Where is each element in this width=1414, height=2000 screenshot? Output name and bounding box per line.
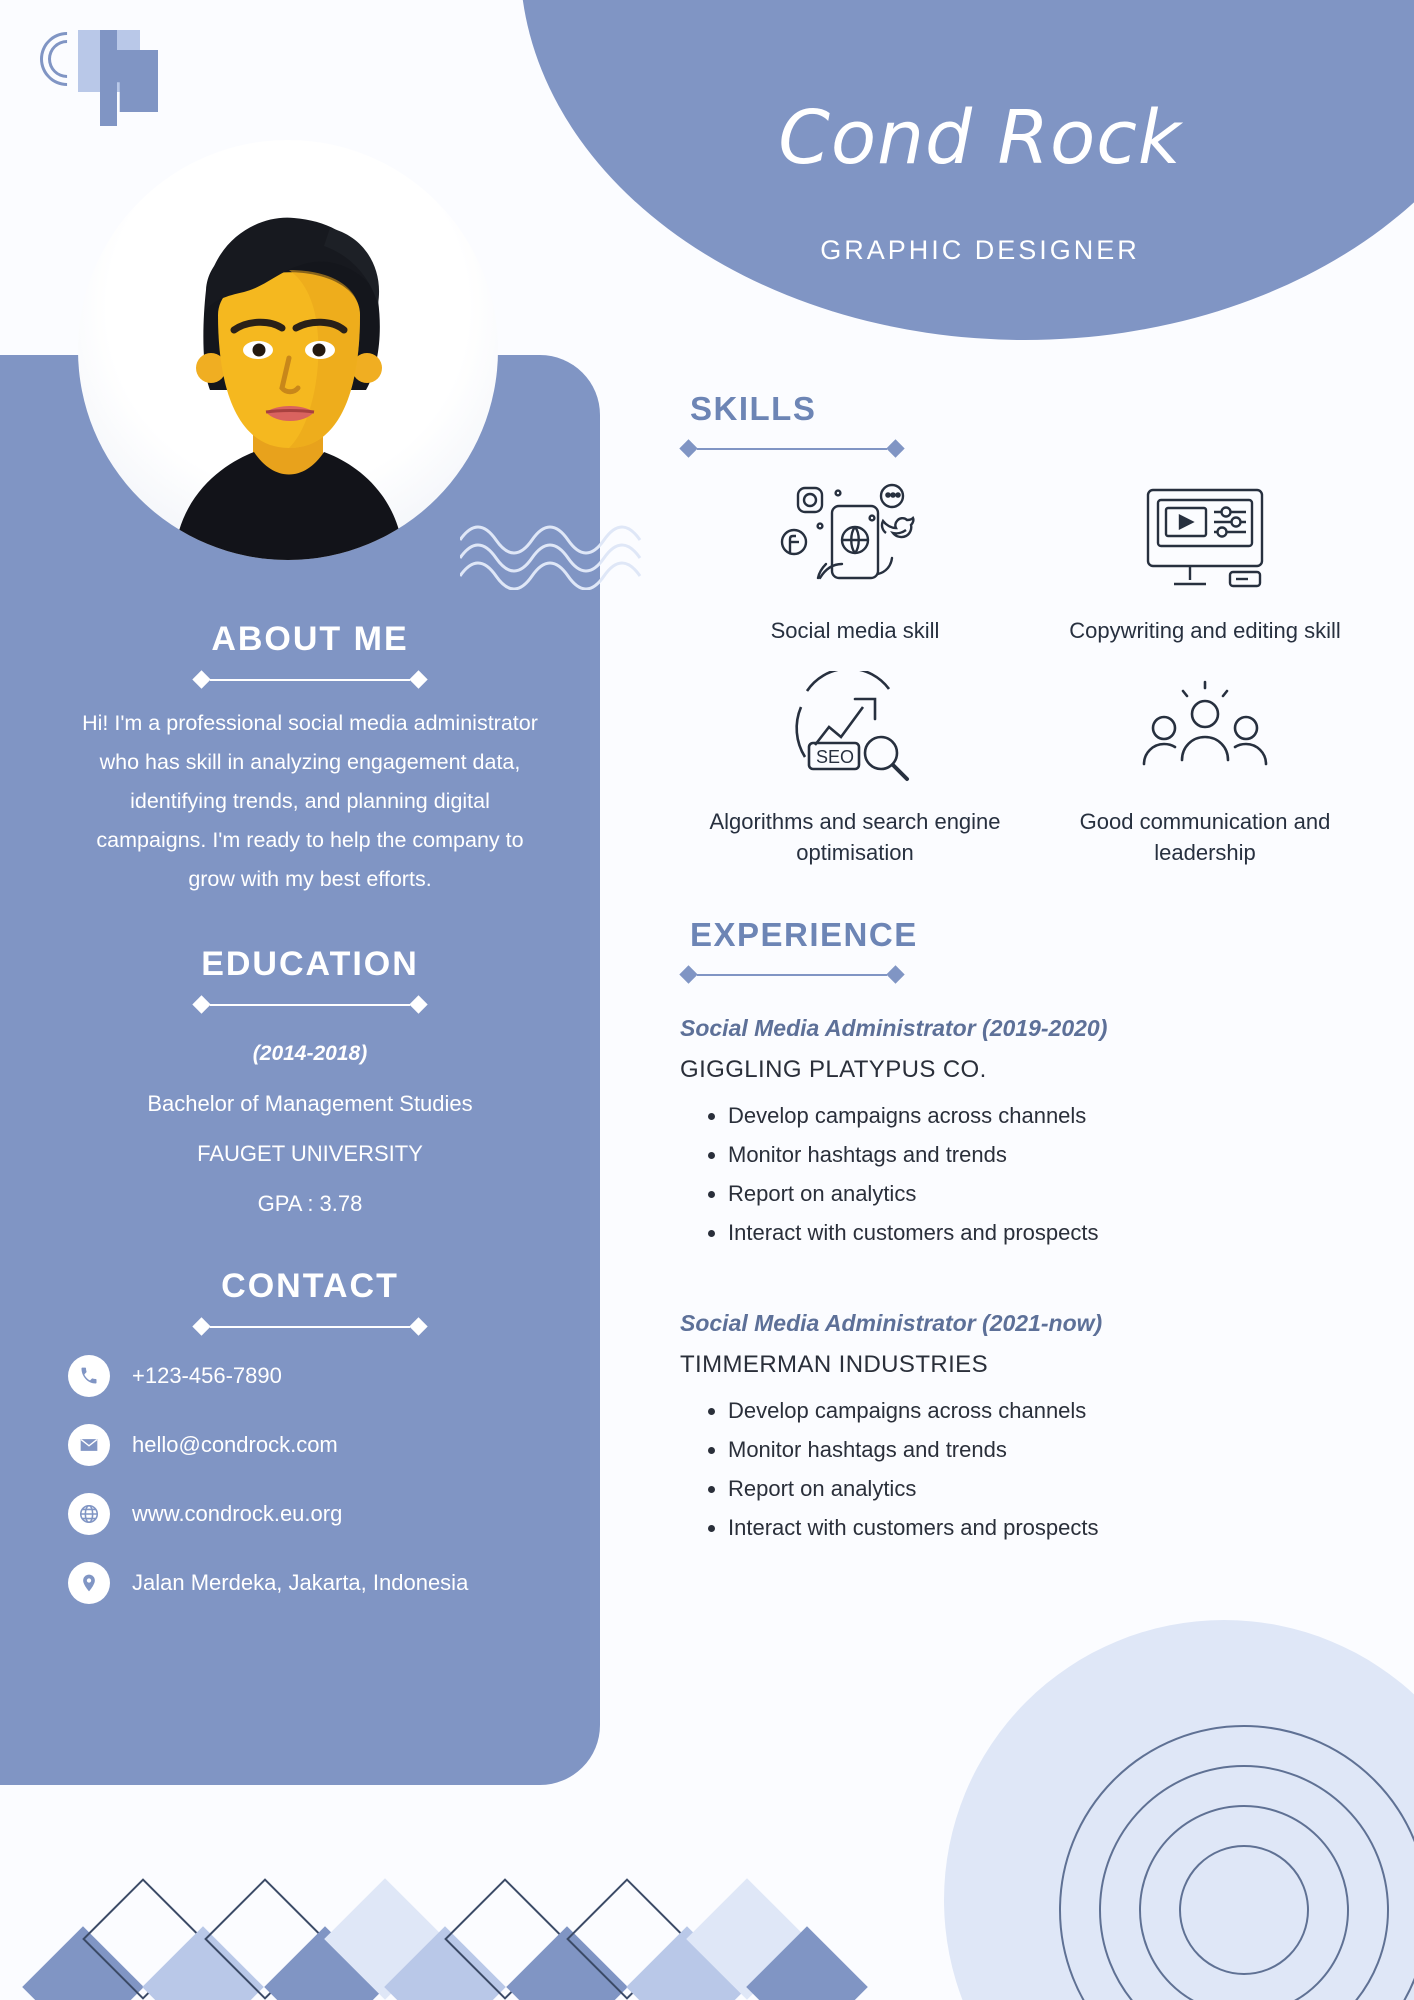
experience-item [680,1310,1380,1547]
education-divider [60,998,560,1011]
about-title: ABOUT ME [211,620,409,658]
skill-label: Good communication and leadership [1079,809,1331,865]
contact-item-website[interactable] [68,1493,560,1535]
skill-item [680,666,1030,868]
skill-item [680,475,1030,646]
experience-company: GIGGLING PLATYPUS CO. [680,1056,987,1083]
education-section [60,945,560,1229]
list-item: • Interact with customers and prospects [728,1508,1380,1547]
location-pin-icon [68,1562,110,1604]
experience-bullets [728,1096,1380,1252]
concentric-circles-decoration [1034,1700,1414,2000]
list-item: • Interact with customers and prospects [728,1213,1380,1252]
experience-company: TIMMERMAN INDUSTRIES [680,1351,988,1378]
list-item: • Develop campaigns across channels [728,1096,1380,1135]
skill-label: Social media skill [770,618,940,643]
contact-value: +123-456-7890 [132,1363,282,1388]
skills-divider [680,442,1380,455]
phone-icon [68,1355,110,1397]
contact-section [60,1267,560,1604]
email-icon [68,1424,110,1466]
experience-divider [680,968,1380,981]
sidebar-content [60,620,560,1631]
skills-section [680,390,1380,868]
job-role-subtitle: GRAPHIC DESIGNER [820,235,1140,265]
squiggle-decoration [460,510,670,590]
list-item: • Report on analytics [728,1469,1380,1508]
experience-bullets [728,1391,1380,1547]
experience-section [680,916,1380,1547]
seo-chart-icon [785,666,925,796]
experience-item [680,1015,1380,1252]
education-school: FAUGET UNIVERSITY [197,1141,423,1166]
contact-value: hello@condrock.com [132,1432,338,1457]
list-item: • Monitor hashtags and trends [728,1430,1380,1469]
contact-value: Jalan Merdeka, Jakarta, Indonesia [132,1570,469,1595]
experience-role: Social Media Administrator (2019-2020) [680,1015,1108,1041]
about-section [60,620,560,899]
experience-role: Social Media Administrator (2021-now) [680,1310,1103,1336]
education-gpa: GPA : 3.78 [257,1191,363,1216]
main-content [680,390,1380,1547]
globe-icon [68,1493,110,1535]
svg-text:SEO: SEO [816,747,855,767]
contact-item-email[interactable] [68,1424,560,1466]
skill-item [1030,475,1380,646]
education-title: EDUCATION [201,945,419,983]
skill-label: Copywriting and editing skill [1069,618,1341,643]
experience-title: EXPERIENCE [690,916,918,953]
contact-item-address[interactable] [68,1562,560,1604]
contact-value: www.condrock.eu.org [132,1501,343,1526]
list-item: • Monitor hashtags and trends [728,1135,1380,1174]
page-title: Cond Rock [778,95,1182,181]
contact-divider [60,1320,560,1333]
avatar [78,140,498,560]
list-item: • Develop campaigns across channels [728,1391,1380,1430]
about-text: Hi! I'm a professional social media administrator who has skill in analyzing engagement data, identifying trends, and planning digital campaigns. I'm ready to help the company to grow with my best efforts. [82,711,538,891]
education-years: (2014-2018) [252,1042,368,1065]
skill-label: Algorithms and search engine optimisation [709,809,1001,865]
skills-title: SKILLS [690,390,817,427]
contact-title: CONTACT [221,1267,399,1305]
brand-logo [40,22,160,132]
diamond-pattern-decoration [0,1820,900,2000]
monitor-editing-icon [1130,475,1280,605]
social-media-phone-icon [780,475,930,605]
education-degree: Bachelor of Management Studies [147,1091,473,1116]
contact-item-phone[interactable] [68,1355,560,1397]
about-divider [60,673,560,686]
skill-item [1030,666,1380,868]
list-item: • Report on analytics [728,1174,1380,1213]
people-leadership-icon [1130,666,1280,796]
